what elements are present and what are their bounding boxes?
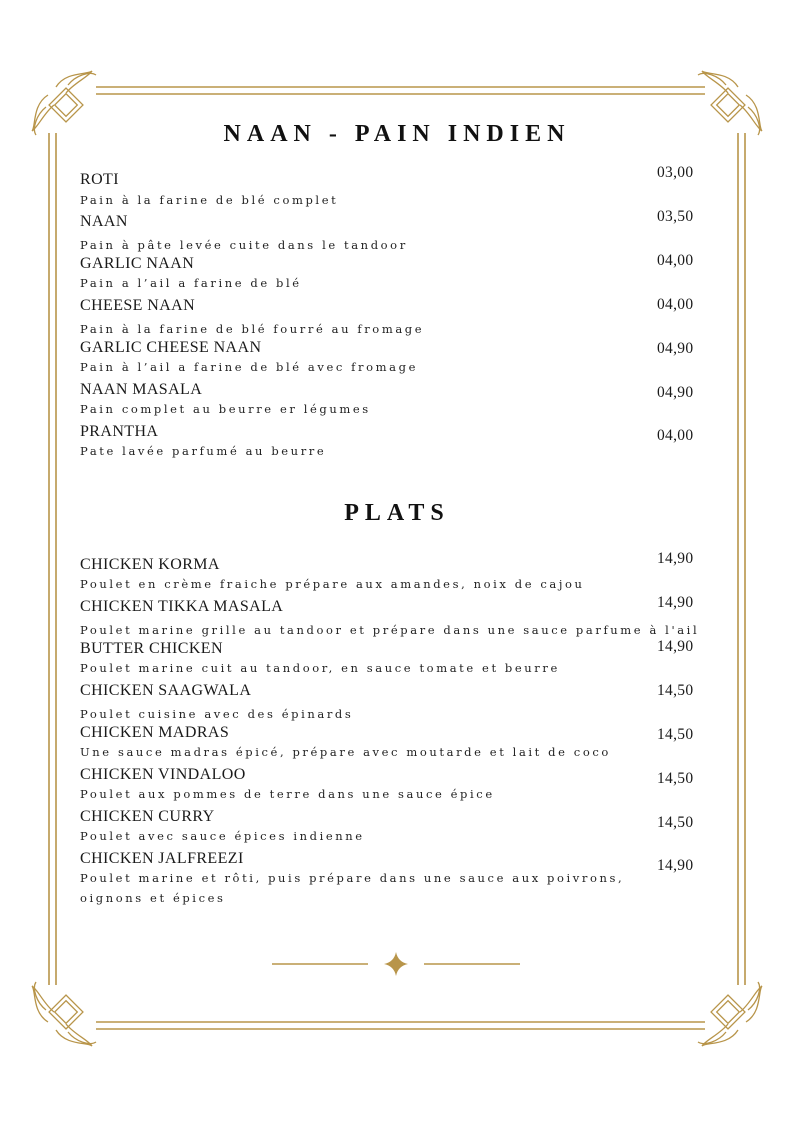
menu-item-name: CHEESE NAAN [80, 297, 196, 314]
menu-item-description: Poulet aux pommes de terre dans une sauce épice [80, 787, 495, 801]
menu-item-price: 04,90 [657, 384, 694, 401]
menu-item [80, 339, 720, 377]
menu-item-price: 04,90 [657, 340, 694, 357]
menu-item-description: Pain complet au beurre er légumes [80, 402, 371, 416]
menu-item [80, 171, 720, 210]
menu-item-name: CHICKEN MADRAS [80, 724, 230, 741]
menu-item-description: Pain à l’ail a farine de blé avec fromage [80, 360, 418, 374]
menu-item-name: NAAN [80, 213, 128, 230]
section-title-plats: PLATS [344, 500, 450, 526]
menu-item-price: 04,00 [657, 427, 694, 444]
menu-item [80, 724, 720, 762]
menu-item-description: Poulet avec sauce épices indienne [80, 829, 365, 843]
menu-item-name: CHICKEN TIKKA MASALA [80, 598, 284, 615]
menu-item [80, 297, 720, 339]
menu-item [80, 255, 720, 293]
menu-item [80, 213, 720, 255]
menu-item-description: Pain a l’ail a farine de blé [80, 276, 302, 290]
menu-item-price: 14,90 [657, 594, 694, 611]
menu-item [80, 808, 720, 846]
menu-item-price: 14,50 [657, 814, 694, 831]
menu-item-description: Pate lavée parfumé au beurre [80, 444, 327, 458]
menu-item [80, 850, 720, 908]
menu-item-name: NAAN MASALA [80, 381, 203, 398]
menu-item-name: BUTTER CHICKEN [80, 640, 223, 657]
menu-item-name: CHICKEN KORMA [80, 556, 220, 573]
section-title-naan: NAAN - PAIN INDIEN [223, 121, 571, 147]
menu-item-name: PRANTHA [80, 423, 159, 440]
menu-item-name: CHICKEN SAAGWALA [80, 682, 252, 699]
menu-item-description: Une sauce madras épicé, prépare avec moutarde et lait de coco [80, 745, 611, 759]
menu-item [80, 766, 720, 804]
menu-item-name: CHICKEN CURRY [80, 808, 215, 825]
corner-ornament-icon [32, 982, 96, 1046]
menu-item [80, 598, 720, 640]
menu-item [80, 556, 720, 594]
menu-item-price: 04,00 [657, 252, 694, 269]
menu-item-description: Pain à pâte levée cuite dans le tandoor [80, 238, 408, 252]
menu-item-price: 14,50 [657, 682, 694, 699]
menu-item [80, 640, 720, 678]
menu-item-description: Poulet en crème fraiche prépare aux amandes, noix de cajou [80, 577, 585, 591]
menu-item-name: ROTI [80, 171, 119, 188]
menu-item-description: Poulet marine et rôti, puis prépare dans une sauce aux poivrons, oignons et épices [80, 871, 625, 905]
menu-item-name: CHICKEN VINDALOO [80, 766, 246, 783]
star-divider-icon [272, 952, 520, 976]
menu-item-price: 04,00 [657, 296, 694, 313]
menu-item-description: Pain à la farine de blé fourré au fromage [80, 322, 425, 336]
menu-item-name: CHICKEN JALFREEZI [80, 850, 244, 867]
menu-item-price: 14,50 [657, 726, 694, 743]
menu-item-price: 14,90 [657, 857, 694, 874]
corner-ornament-icon [698, 982, 762, 1046]
menu-item-price: 14,90 [657, 638, 694, 655]
menu-item [80, 381, 720, 419]
menu-item-description: Poulet marine cuit au tandoor, en sauce tomate et beurre [80, 661, 560, 675]
menu-item-price: 03,50 [657, 208, 694, 225]
menu-item-description: Poulet marine grille au tandoor et prépare dans une sauce parfume à l'ail [80, 623, 700, 637]
menu-item-name: GARLIC CHEESE NAAN [80, 339, 262, 356]
menu-item-name: GARLIC NAAN [80, 255, 195, 272]
menu-item-description: Pain à la farine de blé complet [80, 193, 339, 207]
menu-item-price: 14,90 [657, 550, 694, 567]
menu-item-price: 03,00 [657, 164, 694, 181]
menu-item [80, 423, 720, 461]
menu-item [80, 682, 720, 724]
menu-item-description: Poulet cuisine avec des épinards [80, 707, 354, 721]
menu-item-price: 14,50 [657, 770, 694, 787]
